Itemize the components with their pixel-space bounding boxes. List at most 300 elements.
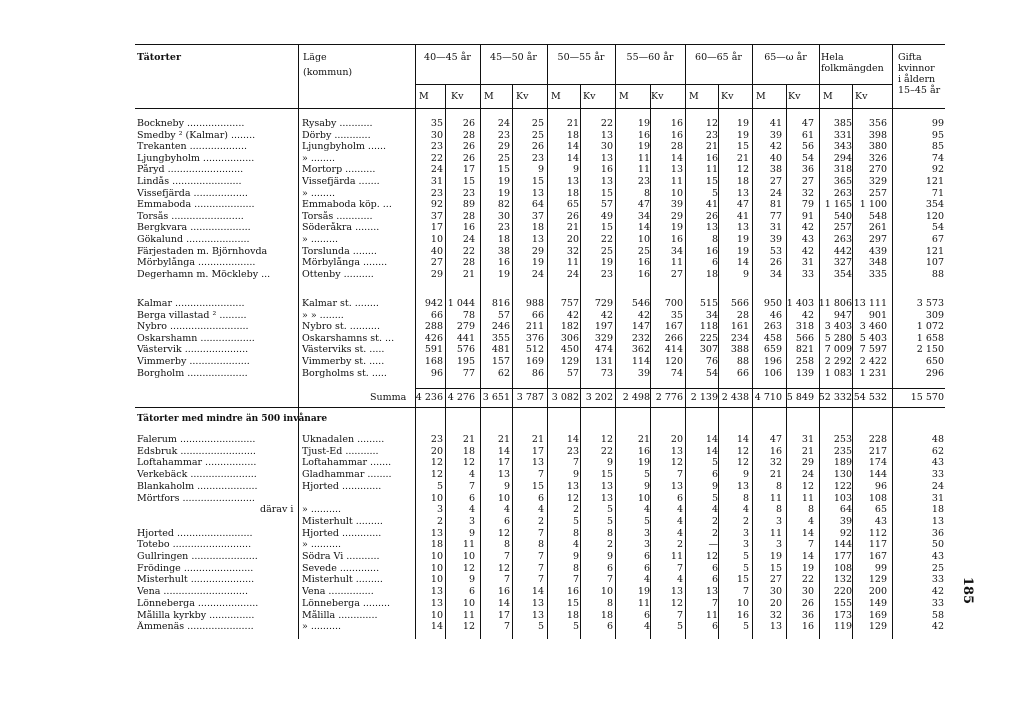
value-cell: 74 bbox=[931, 152, 944, 164]
age-group-header: 40—45 år bbox=[424, 52, 471, 63]
value-cell: 385 bbox=[833, 118, 852, 129]
value-cell: 439 bbox=[868, 245, 887, 257]
value-cell: 10 bbox=[430, 492, 443, 504]
value-cell: 169 bbox=[868, 609, 887, 621]
value-cell: 31 bbox=[931, 492, 944, 504]
age-group-header: 65—ω år bbox=[764, 52, 807, 63]
place-name: Vimmerby .................... bbox=[137, 356, 250, 367]
value-cell: 14 bbox=[705, 434, 718, 445]
value-cell: 82 bbox=[497, 199, 510, 211]
value-cell: 197 bbox=[594, 321, 613, 333]
value-cell: 388 bbox=[730, 344, 749, 356]
value-cell: 16 bbox=[637, 445, 650, 457]
value-cell: 195 bbox=[456, 356, 475, 367]
value-cell: 39 bbox=[769, 129, 782, 141]
value-cell: 64 bbox=[531, 199, 544, 211]
value-cell: 5 bbox=[606, 504, 613, 516]
value-cell: 132 bbox=[833, 574, 852, 586]
value-cell: 18 bbox=[566, 129, 579, 141]
value-cell: 19 bbox=[736, 234, 749, 245]
value-cell: 27 bbox=[769, 176, 782, 187]
value-cell: 263 bbox=[833, 234, 852, 245]
value-cell: 16 bbox=[670, 234, 683, 245]
value-cell: 108 bbox=[833, 562, 852, 574]
value-cell: 3 bbox=[643, 539, 650, 551]
lage-cell: Misterhult ......... bbox=[302, 574, 383, 586]
value-cell: 3 403 bbox=[824, 321, 852, 333]
value-cell: 4 bbox=[676, 504, 683, 516]
value-cell: 18 bbox=[497, 234, 510, 245]
gifta-header-2: kvinnor bbox=[898, 63, 935, 74]
value-cell: 8 bbox=[606, 597, 613, 609]
group-underline bbox=[615, 84, 685, 85]
value-cell: 22 bbox=[801, 574, 814, 586]
value-cell: 228 bbox=[868, 434, 887, 445]
value-cell: 13 bbox=[531, 609, 544, 621]
value-cell: 16 bbox=[462, 222, 475, 234]
value-cell: 19 bbox=[600, 257, 613, 269]
value-cell: 96 bbox=[430, 367, 443, 379]
value-cell: 307 bbox=[699, 344, 718, 356]
value-cell: 19 bbox=[637, 141, 650, 153]
value-cell: 17 bbox=[497, 609, 510, 621]
value-cell: 13 bbox=[566, 176, 579, 187]
value-cell: 414 bbox=[664, 344, 683, 356]
value-cell: 42 bbox=[801, 222, 814, 234]
value-cell: 6 bbox=[643, 562, 650, 574]
value-cell: 450 bbox=[560, 344, 579, 356]
value-cell: 1 165 bbox=[824, 199, 852, 211]
value-cell: 365 bbox=[833, 176, 852, 187]
lage-cell: Loftahammar ....... bbox=[302, 457, 392, 469]
value-cell: 11 806 bbox=[818, 298, 852, 309]
value-cell: 16 bbox=[637, 268, 650, 280]
value-cell: 15 bbox=[531, 480, 544, 492]
summa-label: Summa bbox=[370, 392, 407, 403]
value-cell: 17 bbox=[430, 222, 443, 234]
value-cell: 9 bbox=[468, 527, 475, 539]
value-cell: 14 bbox=[736, 434, 749, 445]
value-cell: 157 bbox=[491, 356, 510, 367]
value-cell: 6 bbox=[711, 562, 718, 574]
value-cell: 88 bbox=[736, 356, 749, 367]
value-cell: 16 bbox=[637, 257, 650, 269]
value-cell: 71 bbox=[931, 187, 944, 199]
value-cell: 129 bbox=[868, 621, 887, 633]
value-cell: 79 bbox=[801, 199, 814, 211]
m-subheader: M bbox=[619, 91, 629, 102]
value-cell: 28 bbox=[462, 129, 475, 141]
value-cell: 14 bbox=[637, 222, 650, 234]
value-cell: 15 bbox=[705, 176, 718, 187]
value-cell: 6 bbox=[606, 562, 613, 574]
value-cell: 21 bbox=[566, 222, 579, 234]
value-cell: 1 072 bbox=[916, 321, 944, 333]
value-cell: 15 bbox=[566, 597, 579, 609]
value-cell: 12 bbox=[430, 457, 443, 469]
value-cell: 21 bbox=[637, 434, 650, 445]
place-name: Oskarshamn .................. bbox=[137, 332, 255, 344]
kv-subheader: Kv bbox=[451, 91, 464, 102]
value-cell: 13 bbox=[600, 492, 613, 504]
value-cell: 15 bbox=[531, 176, 544, 187]
value-cell: 6 bbox=[643, 609, 650, 621]
place-name: Mörbylånga ................... bbox=[137, 257, 256, 269]
value-cell: 10 bbox=[430, 609, 443, 621]
value-cell: 35 bbox=[430, 118, 443, 129]
value-cell: 43 bbox=[931, 457, 944, 469]
value-cell: 17 bbox=[462, 164, 475, 176]
value-cell: 58 bbox=[931, 609, 944, 621]
value-cell: 8 bbox=[711, 234, 718, 245]
value-cell: 54 bbox=[705, 367, 718, 379]
value-cell: 7 bbox=[537, 551, 544, 562]
value-cell: 99 bbox=[874, 562, 887, 574]
value-cell: 23 bbox=[566, 445, 579, 457]
lage-cell: Mortorp .......... bbox=[302, 164, 376, 176]
value-cell: 18 bbox=[705, 268, 718, 280]
value-cell: 43 bbox=[801, 234, 814, 245]
value-cell: 92 bbox=[839, 527, 852, 539]
value-cell: 66 bbox=[736, 367, 749, 379]
value-cell: 34 bbox=[637, 210, 650, 222]
value-cell: 4 bbox=[676, 574, 683, 586]
value-cell: 12 bbox=[670, 597, 683, 609]
value-cell: 329 bbox=[868, 176, 887, 187]
group-underline bbox=[547, 84, 615, 85]
value-cell: 37 bbox=[430, 210, 443, 222]
value-cell: 49 bbox=[600, 210, 613, 222]
value-cell: 5 bbox=[711, 187, 718, 199]
value-cell: 329 bbox=[594, 332, 613, 344]
value-cell: 9 bbox=[503, 480, 510, 492]
summa-value: 5 849 bbox=[786, 392, 814, 403]
value-cell: 13 bbox=[736, 187, 749, 199]
group-underline bbox=[685, 84, 752, 85]
value-cell: 25 bbox=[497, 152, 510, 164]
value-cell: 5 bbox=[436, 480, 443, 492]
kv-subheader: Kv bbox=[721, 91, 734, 102]
value-cell: 266 bbox=[664, 332, 683, 344]
value-cell: 2 150 bbox=[916, 344, 944, 356]
summa-value: 2 776 bbox=[655, 392, 683, 403]
value-cell: 9 bbox=[572, 469, 579, 481]
value-cell: 20 bbox=[566, 234, 579, 245]
value-cell: 7 bbox=[537, 469, 544, 481]
value-cell: 4 bbox=[468, 469, 475, 481]
value-cell: 25 bbox=[531, 129, 544, 141]
value-cell: 19 bbox=[736, 118, 749, 129]
lage-cell: Tjust-Ed ........... bbox=[302, 445, 379, 457]
place-name: Målilla kyrkby ............... bbox=[137, 609, 255, 621]
value-cell: 7 597 bbox=[859, 344, 887, 356]
summa-value: 3 202 bbox=[585, 392, 613, 403]
value-cell: 122 bbox=[833, 480, 852, 492]
lage-cell: Kalmar st. ........ bbox=[302, 298, 379, 309]
value-cell: 362 bbox=[631, 344, 650, 356]
value-cell: 24 bbox=[769, 187, 782, 199]
lage-cell: Misterhult ......... bbox=[302, 515, 383, 527]
value-cell: 31 bbox=[769, 222, 782, 234]
value-cell: 56 bbox=[801, 141, 814, 153]
value-cell: 26 bbox=[462, 141, 475, 153]
value-cell: 26 bbox=[566, 210, 579, 222]
value-cell: 67 bbox=[931, 234, 944, 245]
value-cell: 7 bbox=[537, 527, 544, 539]
top-rule bbox=[135, 44, 945, 45]
value-cell: 16 bbox=[497, 586, 510, 598]
value-cell: 2 bbox=[606, 539, 613, 551]
value-cell: 42 bbox=[566, 309, 579, 321]
value-cell: 23 bbox=[531, 152, 544, 164]
value-cell: 4 bbox=[643, 574, 650, 586]
value-cell: 9 bbox=[606, 551, 613, 562]
summa-value: 52 332 bbox=[818, 392, 852, 403]
value-cell: 15 bbox=[462, 176, 475, 187]
place-name: Lönneberga .................... bbox=[137, 597, 259, 609]
place-name: Edsbruk ......................... bbox=[137, 445, 256, 457]
value-cell: 8 bbox=[572, 562, 579, 574]
value-cell: 5 403 bbox=[859, 332, 887, 344]
value-cell: 24 bbox=[531, 268, 544, 280]
place-name: Färjestaden m. Björnhovda bbox=[137, 245, 268, 257]
value-cell: 13 bbox=[670, 164, 683, 176]
value-cell: 5 bbox=[742, 562, 749, 574]
value-cell: 12 bbox=[736, 164, 749, 176]
group-underline bbox=[415, 84, 480, 85]
value-cell: 5 bbox=[742, 621, 749, 633]
value-cell: 31 bbox=[430, 176, 443, 187]
value-cell: 327 bbox=[833, 257, 852, 269]
value-cell: 12 bbox=[705, 551, 718, 562]
value-cell: 88 bbox=[931, 268, 944, 280]
value-cell: 16 bbox=[705, 245, 718, 257]
value-cell: 326 bbox=[868, 152, 887, 164]
value-cell: 7 bbox=[503, 551, 510, 562]
age-group-header: 50—55 år bbox=[557, 52, 605, 63]
value-cell: 22 bbox=[430, 152, 443, 164]
value-cell: 515 bbox=[699, 298, 718, 309]
value-cell: 15 bbox=[600, 469, 613, 481]
value-cell: 23 bbox=[497, 129, 510, 141]
value-cell: 5 bbox=[711, 457, 718, 469]
value-cell: 10 bbox=[462, 597, 475, 609]
value-cell: 30 bbox=[769, 586, 782, 598]
value-cell: 119 bbox=[833, 621, 852, 633]
value-cell: 47 bbox=[736, 199, 749, 211]
value-cell: 27 bbox=[430, 257, 443, 269]
age-group-header: 55—60 år bbox=[626, 52, 674, 63]
value-cell: 343 bbox=[833, 141, 852, 153]
value-cell: 16 bbox=[600, 164, 613, 176]
value-cell: 73 bbox=[600, 367, 613, 379]
value-cell: 10 bbox=[430, 562, 443, 574]
lage-cell: Hjorted ............. bbox=[302, 527, 382, 539]
value-cell: 13 bbox=[600, 480, 613, 492]
place-name: Vissefjärda .................. bbox=[137, 187, 248, 199]
gifta-header-4: 15–45 år bbox=[898, 85, 941, 96]
value-cell: 57 bbox=[497, 309, 510, 321]
value-cell: 10 bbox=[637, 492, 650, 504]
value-cell: 6 bbox=[468, 492, 475, 504]
value-cell: 348 bbox=[868, 257, 887, 269]
value-cell: 42 bbox=[600, 309, 613, 321]
value-cell: 9 bbox=[572, 551, 579, 562]
lage-cell: » ........ bbox=[302, 152, 335, 164]
value-cell: 161 bbox=[730, 321, 749, 333]
value-cell: 18 bbox=[566, 609, 579, 621]
value-cell: 15 bbox=[736, 574, 749, 586]
value-cell: 35 bbox=[670, 309, 683, 321]
value-cell: 11 bbox=[566, 257, 579, 269]
value-cell: 263 bbox=[833, 187, 852, 199]
value-cell: 13 bbox=[670, 586, 683, 598]
value-cell: 8 bbox=[606, 527, 613, 539]
value-cell: 23 bbox=[600, 268, 613, 280]
value-cell: 96 bbox=[874, 480, 887, 492]
value-cell: 21 bbox=[462, 268, 475, 280]
value-cell: 107 bbox=[925, 257, 944, 269]
value-cell: 17 bbox=[531, 445, 544, 457]
value-cell: 42 bbox=[931, 621, 944, 633]
value-cell: 10 bbox=[670, 187, 683, 199]
value-cell: 576 bbox=[456, 344, 475, 356]
value-cell: 13 bbox=[531, 597, 544, 609]
value-cell: 31 bbox=[801, 257, 814, 269]
value-cell: 5 bbox=[537, 621, 544, 633]
value-cell: 11 bbox=[670, 257, 683, 269]
value-cell: 22 bbox=[462, 245, 475, 257]
lage-cell: Söderåkra ........ bbox=[302, 222, 380, 234]
value-cell: 5 bbox=[711, 492, 718, 504]
value-cell: 47 bbox=[637, 199, 650, 211]
value-cell: 11 bbox=[801, 492, 814, 504]
value-cell: 2 bbox=[676, 539, 683, 551]
value-cell: 9 bbox=[468, 574, 475, 586]
summa-value: 2 498 bbox=[622, 392, 650, 403]
value-cell: 306 bbox=[560, 332, 579, 344]
value-cell: 177 bbox=[833, 551, 852, 562]
value-cell: 3 573 bbox=[916, 298, 944, 309]
value-cell: 294 bbox=[833, 152, 852, 164]
value-cell: 13 bbox=[497, 469, 510, 481]
lage-cell: Lönneberga ......... bbox=[302, 597, 391, 609]
value-cell: 47 bbox=[801, 118, 814, 129]
value-cell: 13 bbox=[531, 234, 544, 245]
value-cell: 24 bbox=[497, 118, 510, 129]
value-cell: 6 bbox=[606, 621, 613, 633]
value-cell: 76 bbox=[705, 356, 718, 367]
place-name: Verkebäck ...................... bbox=[137, 469, 257, 481]
value-cell: 2 bbox=[436, 515, 443, 527]
value-cell: 41 bbox=[736, 210, 749, 222]
place-name: Gökalund ..................... bbox=[137, 234, 250, 245]
value-cell: 14 bbox=[497, 445, 510, 457]
value-cell: 77 bbox=[462, 367, 475, 379]
value-cell: 8 bbox=[807, 504, 814, 516]
value-cell: 10 bbox=[497, 492, 510, 504]
value-cell: 14 bbox=[705, 445, 718, 457]
value-cell: 129 bbox=[868, 574, 887, 586]
value-cell: 13 bbox=[600, 152, 613, 164]
m-subheader: M bbox=[756, 91, 766, 102]
value-cell: 261 bbox=[868, 222, 887, 234]
value-cell: 14 bbox=[566, 141, 579, 153]
value-cell: 39 bbox=[670, 199, 683, 211]
value-cell: 11 bbox=[637, 164, 650, 176]
value-cell: 30 bbox=[497, 210, 510, 222]
value-cell: 426 bbox=[424, 332, 443, 344]
value-cell: 12 bbox=[497, 527, 510, 539]
value-cell: 50 bbox=[931, 539, 944, 551]
value-cell: 2 bbox=[711, 515, 718, 527]
value-cell: 13 bbox=[531, 187, 544, 199]
value-cell: 39 bbox=[637, 367, 650, 379]
value-cell: 11 bbox=[637, 597, 650, 609]
value-cell: 7 009 bbox=[824, 344, 852, 356]
value-cell: 37 bbox=[531, 210, 544, 222]
value-cell: 355 bbox=[491, 332, 510, 344]
value-cell: 29 bbox=[801, 457, 814, 469]
value-cell: 14 bbox=[566, 152, 579, 164]
place-name: Bockneby ................... bbox=[137, 118, 245, 129]
value-cell: 14 bbox=[430, 621, 443, 633]
value-cell: 77 bbox=[769, 210, 782, 222]
value-cell: 12 bbox=[430, 469, 443, 481]
place-name: Bergkvara .................... bbox=[137, 222, 251, 234]
value-cell: 19 bbox=[637, 457, 650, 469]
value-cell: 13 bbox=[430, 527, 443, 539]
value-cell: 10 bbox=[736, 597, 749, 609]
value-cell: 7 bbox=[807, 539, 814, 551]
lage-cell: Vissefjärda ....... bbox=[302, 176, 380, 187]
value-cell: 4 bbox=[503, 504, 510, 516]
value-cell: 18 bbox=[462, 445, 475, 457]
value-cell: 757 bbox=[560, 298, 579, 309]
value-cell: 62 bbox=[931, 445, 944, 457]
section3-title: Tätorter med mindre än 500 invånare bbox=[137, 414, 328, 424]
value-cell: 24 bbox=[801, 469, 814, 481]
group-underline bbox=[480, 84, 547, 85]
value-cell: 11 bbox=[705, 164, 718, 176]
value-cell: 106 bbox=[763, 367, 782, 379]
value-cell: 11 bbox=[637, 152, 650, 164]
value-cell: 13 bbox=[430, 586, 443, 598]
value-cell: 19 bbox=[801, 562, 814, 574]
value-cell: 1 100 bbox=[859, 199, 887, 211]
lage-cell: Ljungbyholm ...... bbox=[302, 141, 387, 153]
value-cell: 42 bbox=[801, 309, 814, 321]
lage-cell: Rysaby ........... bbox=[302, 118, 373, 129]
lage-cell: Borgholms st. ..... bbox=[302, 367, 387, 379]
summa-value: 3 651 bbox=[482, 392, 510, 403]
value-cell: 23 bbox=[430, 141, 443, 153]
value-cell: 942 bbox=[424, 298, 443, 309]
value-cell: 34 bbox=[769, 268, 782, 280]
value-cell: 41 bbox=[769, 118, 782, 129]
value-cell: 4 bbox=[643, 504, 650, 516]
value-cell: 40 bbox=[769, 152, 782, 164]
value-cell: 9 bbox=[572, 164, 579, 176]
value-cell: 36 bbox=[931, 527, 944, 539]
value-cell: 474 bbox=[594, 344, 613, 356]
value-cell: 6 bbox=[468, 586, 475, 598]
value-cell: 9 bbox=[742, 469, 749, 481]
value-cell: 546 bbox=[631, 298, 650, 309]
value-cell: 12 bbox=[736, 445, 749, 457]
value-cell: 540 bbox=[833, 210, 852, 222]
value-cell: 7 bbox=[572, 457, 579, 469]
